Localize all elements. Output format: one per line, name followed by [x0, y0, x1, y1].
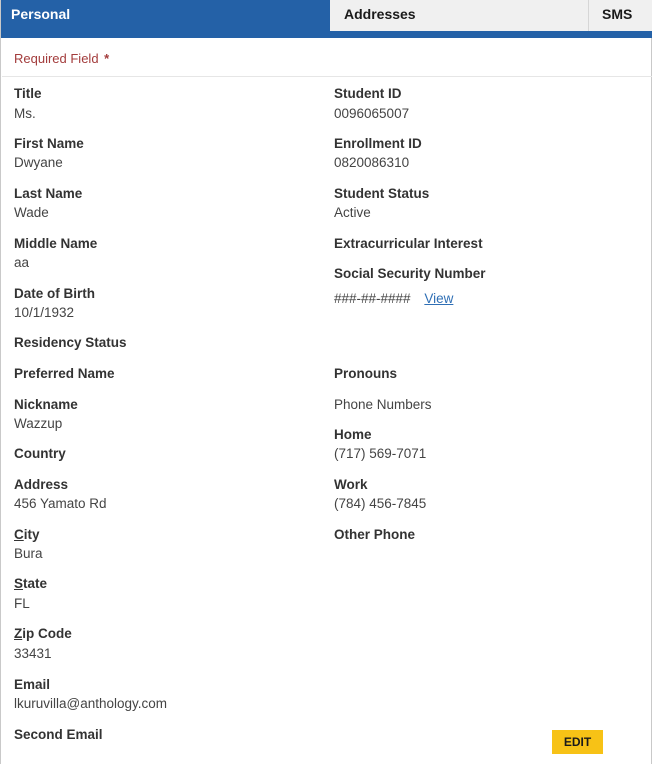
country-label: Country: [14, 446, 66, 461]
dob-label: Date of Birth: [14, 286, 95, 301]
other-phone-label: Other Phone: [334, 527, 416, 542]
extracurricular-label: Extracurricular Interest: [334, 236, 483, 251]
preferred-name-label: Preferred Name: [14, 366, 115, 381]
middle-name-value: aa: [14, 255, 30, 270]
work-phone-value: (784) 456-7845: [334, 496, 427, 511]
city-label: [14, 527, 40, 542]
state-value: FL: [14, 596, 30, 611]
tab-sms[interactable]: SMS: [602, 6, 633, 22]
enrollment-id-label: Enrollment ID: [334, 136, 422, 151]
required-field-text: Required Field: [14, 51, 99, 66]
home-phone-value: (717) 569-7071: [334, 446, 427, 461]
nickname-label: Nickname: [14, 397, 78, 412]
second-email-label: Second Email: [14, 727, 103, 742]
tab-bar: [1, 0, 652, 38]
required-asterisk: *: [104, 51, 110, 66]
dob-value: 10/1/1932: [14, 305, 75, 320]
tab-personal[interactable]: Personal: [1, 0, 330, 31]
zip-label-rest: ip Code: [22, 626, 72, 641]
last-name-value: Wade: [14, 205, 49, 220]
city-access-key: C: [14, 527, 24, 542]
phone-numbers-heading: Phone Numbers: [334, 397, 432, 412]
zip-access-key: Z: [14, 626, 23, 641]
address-label: Address: [14, 477, 69, 492]
tab-underline: [1, 31, 652, 38]
zip-code-value: 33431: [14, 646, 52, 661]
ssn-masked: ###-##-####: [334, 291, 411, 306]
title-label: Title: [14, 86, 42, 101]
first-name-value: Dwyane: [14, 155, 63, 170]
student-status-label: Student Status: [334, 186, 430, 201]
title-value: Ms.: [14, 106, 36, 121]
address-value: 456 Yamato Rd: [14, 496, 107, 511]
state-access-key: S: [14, 576, 24, 591]
first-name-label: First Name: [14, 136, 84, 151]
student-id-label: Student ID: [334, 86, 402, 101]
residency-status-label: Residency Status: [14, 335, 127, 350]
ssn-value: [334, 291, 453, 306]
home-phone-label: Home: [334, 427, 372, 442]
divider: [2, 76, 652, 77]
student-id-value: 0096065007: [334, 106, 410, 121]
pronouns-label: Pronouns: [334, 366, 397, 381]
ssn-view-link[interactable]: View: [424, 291, 454, 306]
nickname-value: Wazzup: [14, 416, 63, 431]
enrollment-id-value: 0820086310: [334, 155, 410, 170]
city-value: Bura: [14, 546, 43, 561]
work-phone-label: Work: [334, 477, 368, 492]
state-label: [14, 576, 47, 591]
middle-name-label: Middle Name: [14, 236, 98, 251]
email-label: Email: [14, 677, 51, 692]
state-label-rest: tate: [23, 576, 48, 591]
student-status-value: Active: [334, 205, 371, 220]
required-field-note: [14, 51, 109, 66]
city-label-rest: ity: [23, 527, 40, 542]
email-value: lkuruvilla@anthology.com: [14, 696, 168, 711]
last-name-label: Last Name: [14, 186, 83, 201]
ssn-label: Social Security Number: [334, 266, 486, 281]
tab-addresses[interactable]: Addresses: [330, 0, 589, 31]
zip-code-label: [14, 626, 72, 641]
edit-button[interactable]: EDIT: [552, 730, 603, 754]
